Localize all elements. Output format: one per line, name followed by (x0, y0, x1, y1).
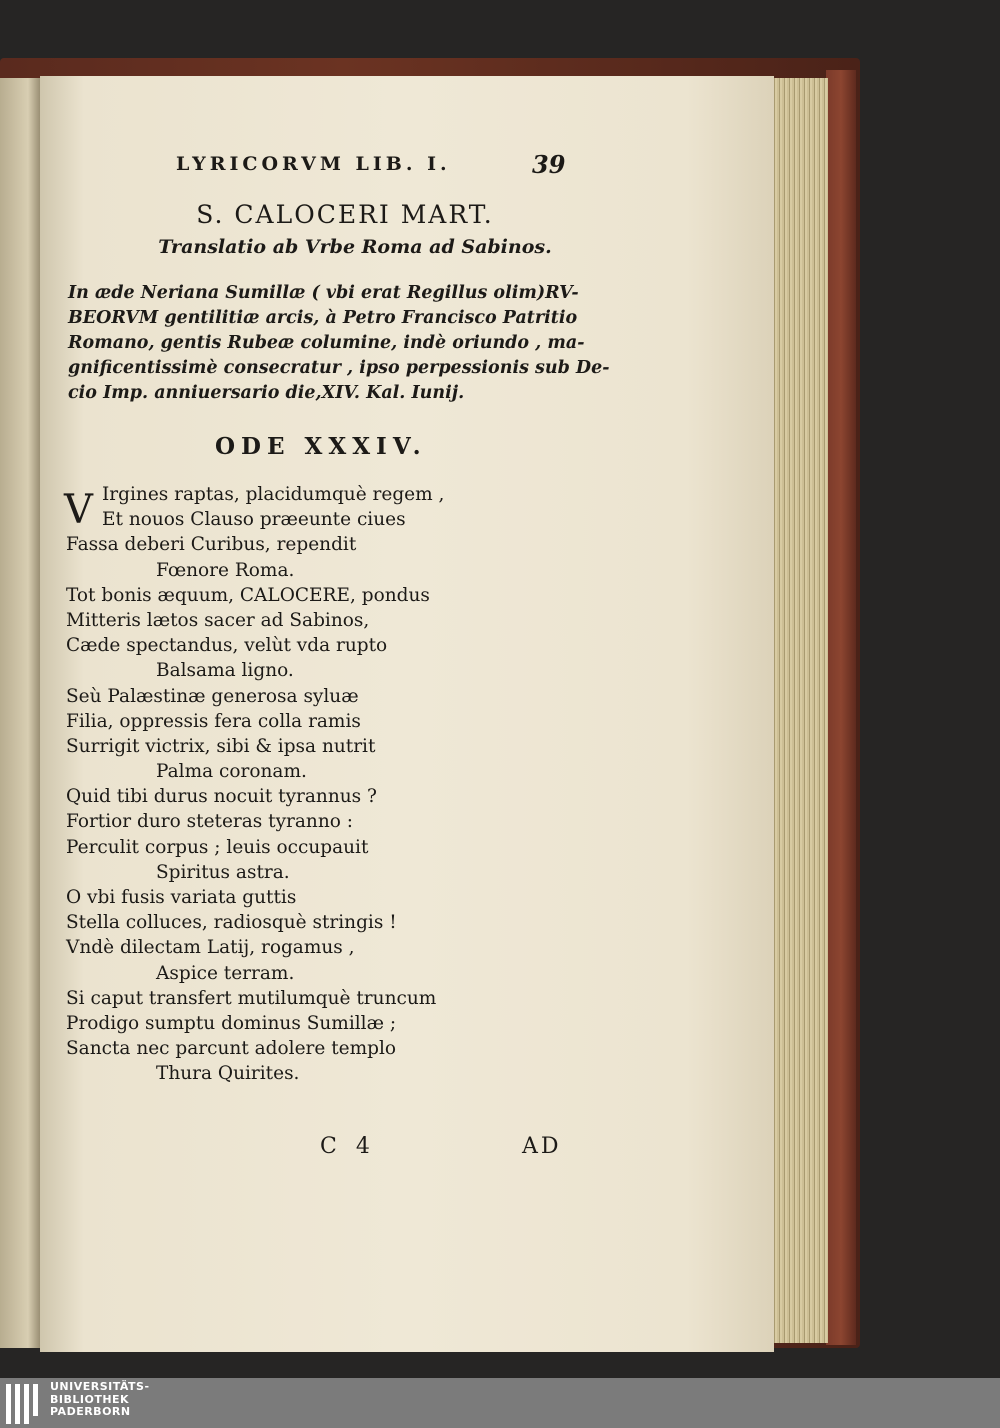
facing-page-edge (0, 78, 40, 1348)
preface-paragraph (68, 281, 610, 406)
library-footer (0, 1378, 1000, 1428)
poem-line: Vndè dilectam Latij, rogamus , (66, 937, 355, 959)
preface-line: Romano, gentis Rubeæ columine, indè oriundo , ma- (68, 333, 585, 353)
poem (66, 482, 444, 1087)
preface-line: cio Imp. anniuersario die,XIV. Kal. Iunij. (68, 383, 465, 403)
ode-title: ODE XXXIV. (215, 433, 427, 460)
drop-cap: V (64, 487, 93, 533)
poem-line: Fœnore Roma. (156, 559, 295, 581)
catchword: AD (522, 1134, 562, 1159)
poem-line: Aspice terram. (156, 962, 295, 984)
preface-line: gnificentissimè consecratur , ipso perpessionis sub De- (68, 358, 610, 378)
library-name-line: UNIVERSITÄTS- (50, 1380, 150, 1393)
poem-line: Cæde spectandus, velùt vda rupto (66, 635, 388, 657)
library-name (50, 1381, 150, 1419)
poem-line: Spiritus astra. (156, 861, 290, 883)
poem-line: Seù Palæstinæ generosa syluæ (66, 685, 359, 707)
poem-line: Thura Quirites. (156, 1063, 300, 1085)
poem-line: Mitteris lætos sacer ad Sabinos, (66, 609, 370, 631)
book-page (40, 76, 774, 1352)
page-block-edge (772, 78, 828, 1343)
poem-line: Fassa deberi Curibus, rependit (66, 534, 357, 556)
poem-line: Perculit corpus ; leuis occupauit (66, 836, 369, 858)
page-number: 39 (532, 150, 566, 179)
poem-line: Surrigit victrix, sibi & ipsa nutrit (66, 735, 376, 757)
translatio-subtitle: Translatio ab Vrbe Roma ad Sabinos. (158, 236, 552, 258)
saint-title: S. CALOCERI MART. (196, 200, 494, 229)
running-head: LYRICORVM LIB. I. (176, 153, 451, 175)
poem-line: Filia, oppressis fera colla ramis (66, 710, 361, 732)
poem-line: Balsama ligno. (156, 660, 294, 682)
library-logo-icon (6, 1384, 44, 1424)
poem-line: Quid tibi durus nocuit tyrannus ? (66, 786, 377, 808)
library-name-line: PADERBORN (50, 1405, 131, 1418)
preface-line: BEORVM gentilitiæ arcis, à Petro Francisco Patritio (68, 308, 578, 328)
poem-line: Prodigo sumptu dominus Sumillæ ; (66, 1012, 397, 1034)
signature-mark: C 4 (320, 1134, 376, 1159)
poem-line: Palma coronam. (156, 761, 307, 783)
poem-line: Et nouos Clauso præeunte ciues (102, 509, 406, 531)
poem-line: Stella colluces, radiosquè stringis ! (66, 912, 397, 934)
poem-line: Fortior duro steteras tyranno : (66, 811, 353, 833)
poem-line: Sancta nec parcunt adolere templo (66, 1038, 397, 1060)
poem-line: Si caput transfert mutilumquè truncum (66, 987, 437, 1009)
preface-line: In æde Neriana Sumillæ ( vbi erat Regillus olim)RV- (68, 283, 579, 303)
poem-line: Tot bonis æquum, CALOCERE, pondus (66, 584, 430, 606)
library-name-line: BIBLIOTHEK (50, 1392, 130, 1406)
poem-line: O vbi fusis variata guttis (66, 887, 297, 908)
cover-edge-right (826, 70, 856, 1345)
poem-line: Irgines raptas, placidumquè regem , (102, 484, 445, 505)
